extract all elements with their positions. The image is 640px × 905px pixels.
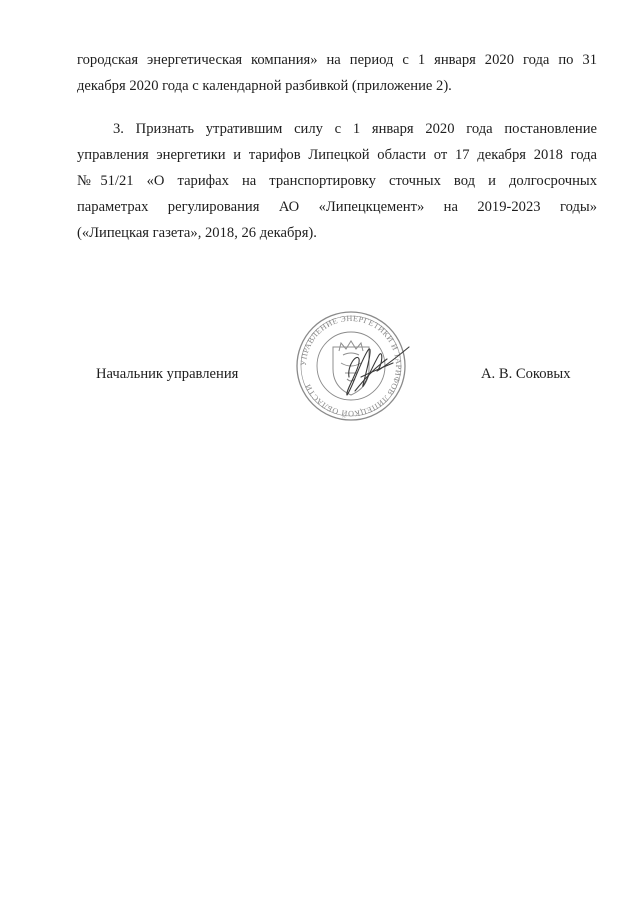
paragraph-line: декабря 2020 года с календарной разбивкой (приложение 2). [77,78,452,94]
paragraph-line: №51/21 «О тарифах на транспортировку сточных вод и долгосрочных [77,173,597,189]
paragraph-line: («Липецкая газета», 2018, 26 декабря). [77,225,317,241]
signatory-name: А. В. Соковых [481,366,571,382]
paragraph-repeal-clause [77,116,597,246]
signatory-position: Начальник управления [96,366,239,382]
paragraph-line: 3. Признать утратившим силу с 1 января 2020 года постановление [113,121,597,137]
official-seal-with-signature [283,307,419,425]
paragraph-line: городская энергетическая компания» на период с 1 января 2020 года по 31 [77,52,597,68]
paragraph-line: параметрах регулирования АО «Липецкцемент» на 2019-2023 годы» [77,199,597,215]
seal-ring-textpath: УПРАВЛЕНИЕ ЭНЕРГЕТИКИ И ТАРИФОВ ЛИПЕЦКОЙ ОБЛАСТИ [298,313,404,419]
paragraph-tariff-period [77,47,597,99]
paragraph-line: управления энергетики и тарифов Липецкой области от 17 декабря 2018 года [77,147,597,163]
